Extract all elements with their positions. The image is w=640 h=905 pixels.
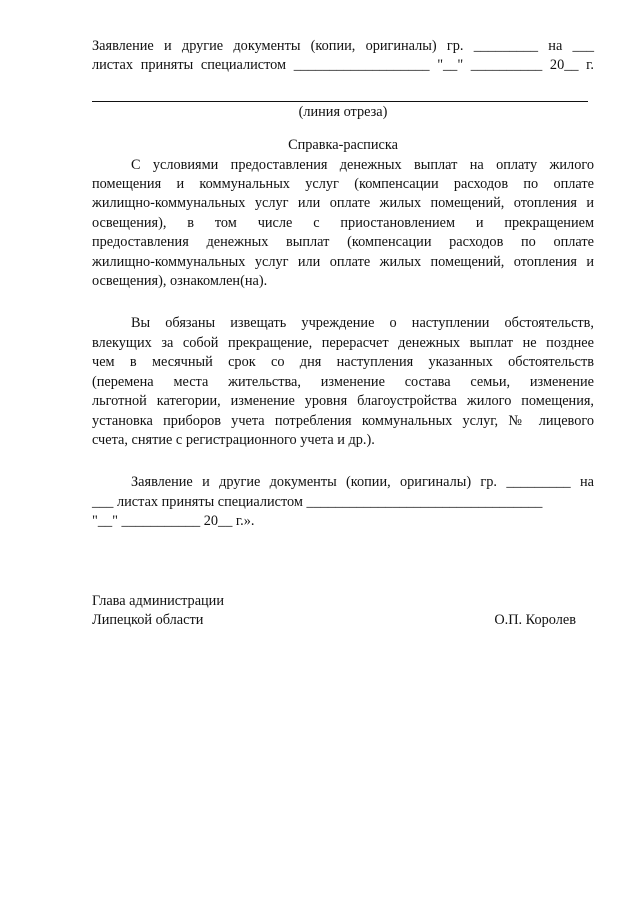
- paragraph-line: жилищно-коммунальных услуг или оплате жилых помещений, отопления и: [92, 253, 594, 270]
- paragraph-receipt: [92, 473, 594, 531]
- paragraph-line: "__" ___________ 20__ г.».: [92, 513, 255, 530]
- top-receipt-line-1: Заявление и другие документы (копии, оригиналы) гр. _________ на ___: [92, 38, 594, 54]
- paragraph-line: ___ листах приняты специалистом _________________________________: [92, 493, 543, 510]
- paragraph-line: влекущих за собой прекращение, перерасчет денежных выплат не позднее: [92, 334, 594, 351]
- paragraph-conditions: [92, 156, 594, 292]
- receipt-title: Справка-расписка: [288, 137, 398, 154]
- paragraph-obligations: [92, 314, 594, 450]
- paragraph-line: чем в месячный срок со дня наступления указанных обстоятельств: [92, 354, 594, 371]
- paragraph-line: Заявление и другие документы (копии, оригиналы) гр. _________ на: [131, 474, 594, 491]
- signature-block: [92, 592, 576, 631]
- paragraph-line: счета, снятие с регистрационного учета и др.).: [92, 431, 375, 448]
- paragraph-line: Вы обязаны извещать учреждение о наступлении обстоятельств,: [131, 315, 594, 332]
- paragraph-line: освещения), в том числе с приостановлением и прекращением: [92, 214, 594, 231]
- cut-line-caption: (линия отреза): [298, 103, 388, 120]
- signatory-name: О.П. Королев: [494, 612, 576, 629]
- signatory-position-line-2: Липецкой области: [92, 612, 204, 629]
- paragraph-line: освещения), ознакомлен(на).: [92, 273, 268, 290]
- paragraph-line: льготной категории, изменение уровня благоустройства жилого помещения,: [92, 393, 594, 410]
- paragraph-line: С условиями предоставления денежных выплат на оплату жилого: [131, 156, 594, 173]
- paragraph-line: жилищно-коммунальных услуг или оплате жилых помещений, отопления и: [92, 195, 594, 212]
- top-receipt-line-2: листах приняты специалистом ___________________ "__" __________ 20__ г.: [92, 57, 594, 74]
- paragraph-line: (перемена места жительства, изменение состава семьи, изменение: [92, 373, 594, 390]
- paragraph-line: установка приборов учета потребления коммунальных услуг, № лицевого: [92, 412, 594, 429]
- signature-row: [92, 611, 576, 630]
- cut-line: [92, 101, 588, 102]
- signatory-position-line-1: Глава администрации: [92, 593, 224, 609]
- paragraph-line: предоставления денежных выплат (компенсации расходов по оплате: [92, 234, 594, 251]
- document-page: [92, 37, 594, 532]
- paragraph-line: помещения и коммунальных услуг (компенсации расходов по оплате: [92, 176, 594, 193]
